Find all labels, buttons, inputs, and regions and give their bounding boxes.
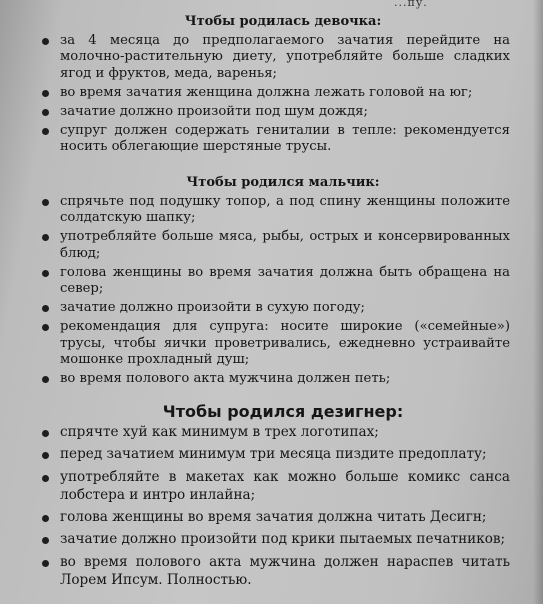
bullet-icon <box>42 270 49 277</box>
list-item-text: во время зачатия женщина должна лежать головой на юг; <box>60 84 473 100</box>
list-item <box>40 446 510 464</box>
list-item <box>40 371 510 387</box>
list-item <box>40 194 510 227</box>
list-item-text: рекомендация для супруга: носите широкие («семейные») трусы, чтобы яички проветривались, ежедневно устраивайте мошонке прохладный душ; <box>60 319 510 368</box>
list-designer <box>40 424 510 589</box>
bullet-icon <box>42 376 49 383</box>
section-boy <box>40 175 510 390</box>
list-item-text: спрячте хуй как минимум в трех логотипах; <box>60 424 379 440</box>
bullet-icon <box>42 515 49 522</box>
list-boy <box>40 194 510 387</box>
bullet-icon <box>42 560 49 567</box>
list-item <box>40 300 510 316</box>
list-item-text: во время полового акта мужчина должен петь; <box>60 371 391 387</box>
bullet-icon <box>42 199 49 206</box>
list-item-text: голова женщины во время зачатия должна быть обращена на север; <box>60 264 510 297</box>
bullet-icon <box>42 234 49 241</box>
bullet-icon <box>42 430 49 437</box>
list-item-text: употребляйте больше мяса, рыбы, острых и консервированных блюд; <box>60 229 510 261</box>
bullet-icon <box>42 324 49 331</box>
section-heading-girl: Чтобы родилась девочка: <box>184 14 382 29</box>
list-item-text: зачатие должно произойти в сухую погоду; <box>60 300 365 316</box>
page-edge-shadow <box>533 0 543 604</box>
bullet-icon <box>42 128 49 135</box>
bullet-icon <box>42 109 49 116</box>
section-designer <box>40 402 510 594</box>
bullet-icon <box>42 475 49 482</box>
list-item-text: употребляйте в макетах как можно больше комикс санса лобстера и интро инлайна; <box>60 468 510 503</box>
list-item-text: супруг должен содержать гениталии в тепле: рекомендуется носить облегающие шерстяные трусы. <box>60 122 510 155</box>
list-girl <box>40 33 510 156</box>
top-cut-fragment: ...пу. <box>394 0 428 9</box>
bullet-icon <box>42 90 49 97</box>
bullet-icon <box>42 38 49 45</box>
list-item <box>40 469 510 505</box>
bullet-icon <box>42 452 49 459</box>
section-heading-boy: Чтобы родился мальчик: <box>186 175 380 190</box>
list-item-text: во время полового акта мужчина должен нараспев читать Лорем Ипсум. Полностью. <box>60 553 510 588</box>
list-item-text: зачатие должно произойти под крики пытаемых печатников; <box>60 531 506 548</box>
list-item-text: голова женщины во время зачатия должна читать Десигн; <box>60 508 487 525</box>
section-heading-designer: Чтобы родился дезигнер: <box>162 402 404 421</box>
bullet-icon <box>42 305 49 312</box>
list-item <box>40 123 510 156</box>
list-item <box>40 265 510 298</box>
list-item <box>40 531 510 549</box>
list-item-text: спрячьте под подушку топор, а под спину женщины положите солдатскую шапку; <box>60 194 510 226</box>
list-item <box>40 104 510 120</box>
list-item <box>40 509 510 527</box>
list-item-text: зачатие должно произойти под шум дождя; <box>60 103 368 119</box>
list-item-text: за 4 месяца до предполагаемого зачатия перейдите на молочно-растительную диету, употребляйте больше сладких ягод и фруктов, меда, варенья; <box>60 33 510 81</box>
list-item <box>40 229 510 262</box>
list-item-text: перед зачатием минимум три месяца пиздите предоплату; <box>60 446 487 463</box>
list-item <box>40 554 510 590</box>
list-item <box>40 424 510 442</box>
list-item <box>40 33 510 82</box>
list-item <box>40 85 510 101</box>
bullet-icon <box>42 537 49 544</box>
section-girl <box>40 14 510 158</box>
list-item <box>40 319 510 368</box>
